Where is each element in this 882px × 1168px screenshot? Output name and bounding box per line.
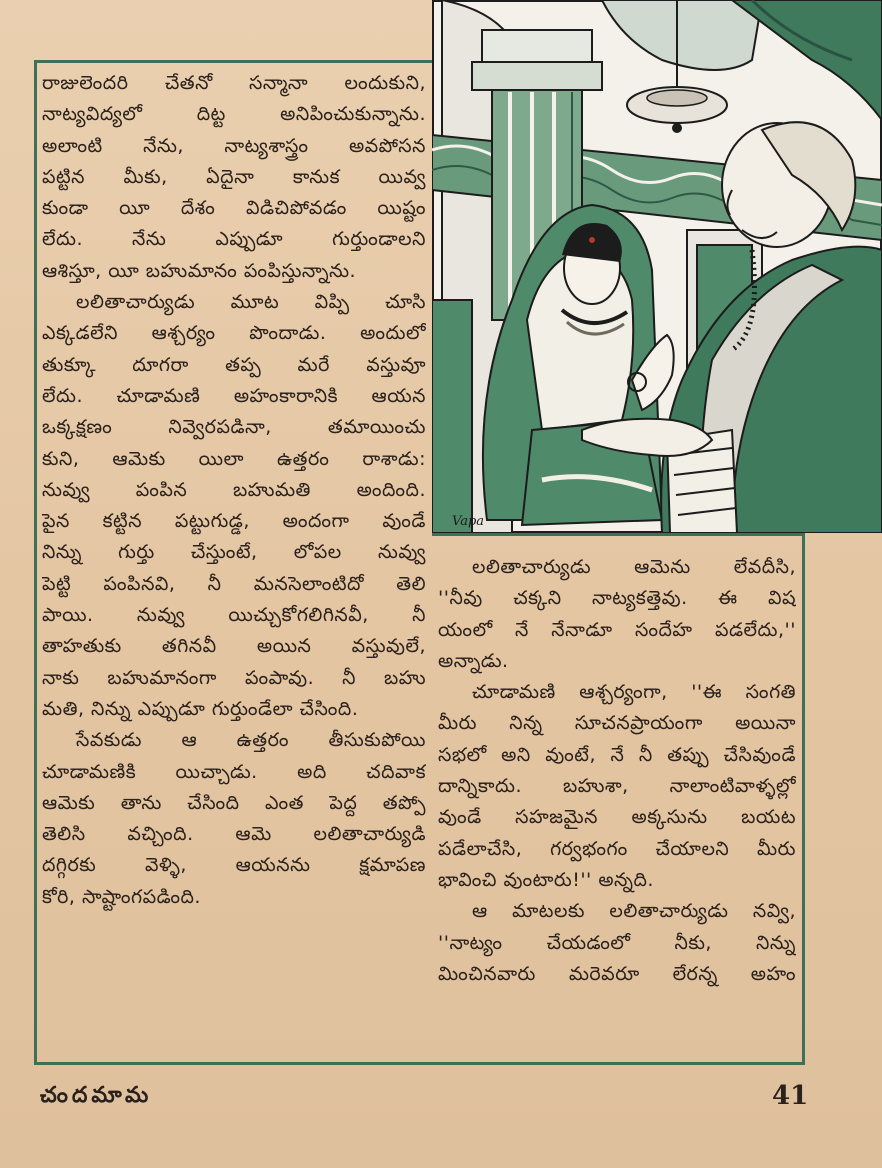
text-line: పెట్టి పంపినవి, నీ మనసెలాంటిదో తెలి bbox=[42, 572, 426, 595]
text-line: తెలిసి వచ్చింది. ఆమె లలితాచార్యుడి bbox=[42, 823, 426, 846]
illustration-drawing bbox=[432, 0, 882, 533]
text-line: పైన కట్టిన పట్టుగుడ్డ, అందంగా వుండే bbox=[42, 510, 426, 533]
frame-bottom-rule bbox=[34, 1062, 804, 1065]
text-line: ఒక్కక్షణం నివ్వెరపడినా, తమాయించు bbox=[42, 416, 426, 439]
text-line: ఆమెకు తాను చేసింది ఎంత పెద్ద తప్పో bbox=[42, 791, 426, 814]
text-line: వుండే సహజమైన అక్కసును బయట bbox=[438, 806, 796, 829]
page-number: 41 bbox=[772, 1081, 809, 1111]
text-line: అన్నాడు. bbox=[438, 649, 509, 672]
text-line: పడేలాచేసి, గర్వభంగం చేయాలని మీరు bbox=[438, 837, 796, 860]
frame-top-rule bbox=[34, 60, 432, 63]
text-line: మతి, నిన్ను ఎప్పుడూ గుర్తుండేలా చేసింది. bbox=[42, 697, 359, 720]
text-line: భావించి వుంటారు!'' అన్నది. bbox=[438, 868, 654, 891]
text-line: తుక్కూ దూగరా తప్ప మరే వస్తువూ bbox=[42, 353, 426, 376]
text-line: సేవకుడు ఆ ఉత్తరం తీసుకుపోయి bbox=[76, 729, 426, 752]
text-line: పట్టిన మీకు, ఏదైనా కానుక యివ్వ bbox=[42, 165, 426, 188]
text-line: యంలో నే నేనాడూ సందేహ పడలేదు,'' bbox=[438, 618, 796, 641]
text-line: పాయి. నువ్వు యిచ్చుకోగలిగినవీ, నీ bbox=[42, 604, 426, 627]
text-line: దాన్నికాదు. బహుశా, నాలాంటివాళ్ళల్లో bbox=[438, 775, 796, 798]
text-line: నిన్ను గుర్తు చేస్తుంటే, లోపల నువ్వు bbox=[42, 541, 426, 564]
text-line: నాకు బహుమానంగా పంపావు. నీ బహు bbox=[42, 666, 426, 689]
text-line: సభలో అని వుంటే, నే నీ తప్పు చేసివుండే bbox=[438, 743, 796, 766]
text-line: కుండా యీ దేశం విడిచిపోవడం యిష్టం bbox=[42, 197, 426, 220]
text-line: లేదు. చూడామణి అహంకారానికి ఆయన bbox=[42, 384, 426, 407]
frame-divider-rule bbox=[432, 533, 805, 536]
text-line: ఎక్కడలేని ఆశ్చర్యం పొందాడు. అందులో bbox=[42, 322, 426, 345]
text-line: మించినవారు మరెవరూ లేరన్న అహం bbox=[438, 962, 796, 985]
artist-signature: Vapa bbox=[452, 514, 485, 529]
text-line: కోరి, సాష్టాంగపడింది. bbox=[42, 885, 201, 908]
text-line: ''నీవు చక్కని నాట్యకత్తెవు. ఈ విష bbox=[438, 587, 796, 610]
text-line: దగ్గిరకు వెళ్ళి, ఆయనను క్షమాపణ bbox=[42, 854, 426, 877]
text-line: చూడామణి ఆశ్చర్యంగా, ''ఈ సంగతి bbox=[472, 681, 796, 704]
text-line: చూడామణికి యిచ్చాడు. అది చదివాక bbox=[42, 760, 426, 783]
text-line: రాజులెందరి చేతనో సన్మానా లందుకుని, bbox=[42, 72, 426, 94]
magazine-title: చందమామ bbox=[40, 1083, 153, 1108]
right-text-column bbox=[438, 552, 796, 990]
text-line: లలితాచార్యుడు ఆమెను లేవదీసి, bbox=[472, 556, 796, 578]
text-line: ఆశిస్తూ, యీ బహుమానం పంపిస్తున్నాను. bbox=[42, 259, 357, 282]
text-line: అలాంటి నేను, నాట్యశాస్త్రం అవపోసన bbox=[42, 134, 426, 157]
left-text-column bbox=[42, 68, 426, 913]
text-line: ఆ మాటలకు లలితాచార్యుడు నవ్వి, bbox=[472, 900, 796, 923]
frame-left-rule bbox=[34, 60, 37, 1063]
text-line: తాహతుకు తగినవీ అయిన వస్తువులే, bbox=[42, 635, 426, 658]
text-line: లేదు. నేను ఎప్పుడూ గుర్తుండాలని bbox=[42, 228, 426, 251]
text-line: నాట్యవిద్యలో దిట్ట అనిపించుకున్నాను. bbox=[42, 103, 426, 126]
frame-right-rule bbox=[802, 533, 805, 1065]
text-line: మీరు నిన్న సూచనప్రాయంగా అయినా bbox=[438, 712, 796, 735]
text-line: లలితాచార్యుడు మూట విప్పి చూసి bbox=[76, 291, 426, 314]
story-illustration bbox=[432, 0, 882, 533]
text-line: ''నాట్యం చేయడంలో నీకు, నిన్ను bbox=[438, 931, 796, 954]
text-line: నువ్వు పంపిన బహుమతి అందింది. bbox=[42, 478, 426, 501]
text-line: కుని, ఆమెకు యిలా ఉత్తరం రాశాడు: bbox=[42, 447, 426, 470]
